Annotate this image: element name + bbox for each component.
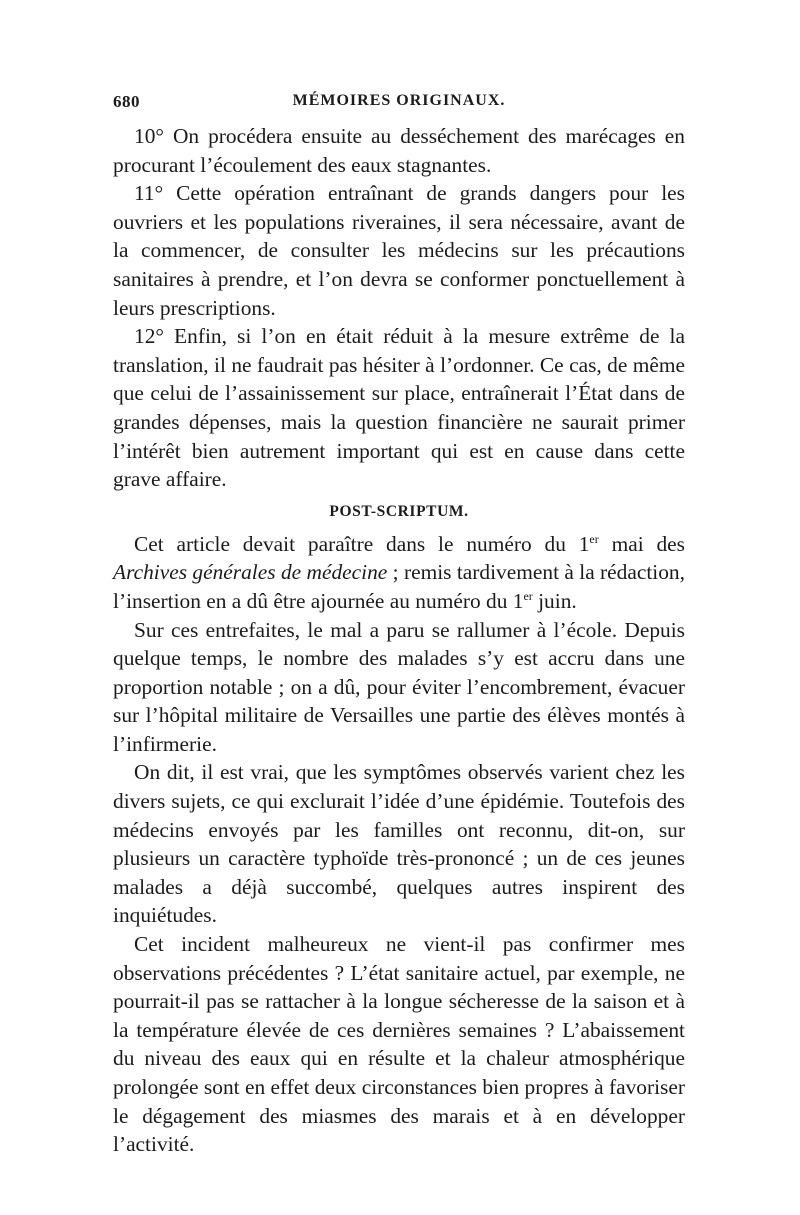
text-run: ; remis tardivement à la rédaction, l’insertion en a dû être ajournée au numéro du 1 [113,560,685,613]
postscript-paragraph-4: Cet incident malheureux ne vient-il pas confirmer mes observations précédentes ? L’état sanitaire actuel, par exemple, ne pourrait-il pas se rattacher à la longue sécheresse de la saison et à la température élevée de ces dernières semaines ? L’abaissement du niveau des eaux qui en résulte et la chaleur atmosphérique prolongée sont en effet deux circonstances bien propres à favoriser le dégagement des miasmes des marais et à en développer l’activité. [113,932,685,1157]
book-page [113,92,685,1159]
paragraph-11: 11° Cette opération entraînant de grands dangers pour les ouvriers et les populations riveraines, il sera nécessaire, avant de la commencer, de consulter les médecins sur les précautions sanitaires à prendre, et l’on devra se conformer ponctuellement à leurs prescriptions. [113,181,685,320]
paragraph-12: 12° Enfin, si l’on en était réduit à la mesure extrême de la translation, il ne faudrait pas hésiter à l’ordonner. Ce cas, de même que celui de l’assainissement sur place, entraînerait l’État dans de grandes dépenses, mais la question financière ne saurait primer l’intérêt bien autrement important qui est en cause dans cette grave affaire. [113,324,685,492]
superscript: er [523,588,533,603]
postscript-paragraph-3: On dit, il est vrai, que les symptômes observés varient chez les divers sujets, ce qui exclurait l’idée d’une épidémie. Toutefois des médecins envoyés par les familles ont reconnu, dit-on, sur plusieurs un caractère typhoïde très-prononcé ; un de ces jeunes malades a déjà succombé, quelques autres inspirent des inquiétudes. [113,760,685,928]
postscript-title: POST-SCRIPTUM. [329,502,469,520]
text-run: mai des [598,531,685,556]
running-head [113,92,685,122]
page-number: 680 [113,92,140,111]
text-run: juin. [532,588,577,613]
text-run: Cet article devait paraître dans le numéro du 1 [134,531,590,556]
journal-title: MÉMOIRES ORIGINAUX. [292,92,506,109]
postscript-paragraph-1 [113,530,685,616]
postscript-paragraph-2: Sur ces entrefaites, le mal a paru se rallumer à l’école. Depuis quelque temps, le nombre des malades s’y est accru dans une proportion notable ; on a dû, pour éviter l’encombrement, évacuer sur l’hôpital militaire de Versailles une partie des élèves montés à l’infirmerie. [113,617,685,756]
paragraph-10: 10° On procédera ensuite au desséchement des marécages en procurant l’écoulement des eaux stagnantes. [113,124,685,177]
journal-name-italic: Archives générales de médecine [113,560,388,585]
superscript: er [589,531,599,546]
